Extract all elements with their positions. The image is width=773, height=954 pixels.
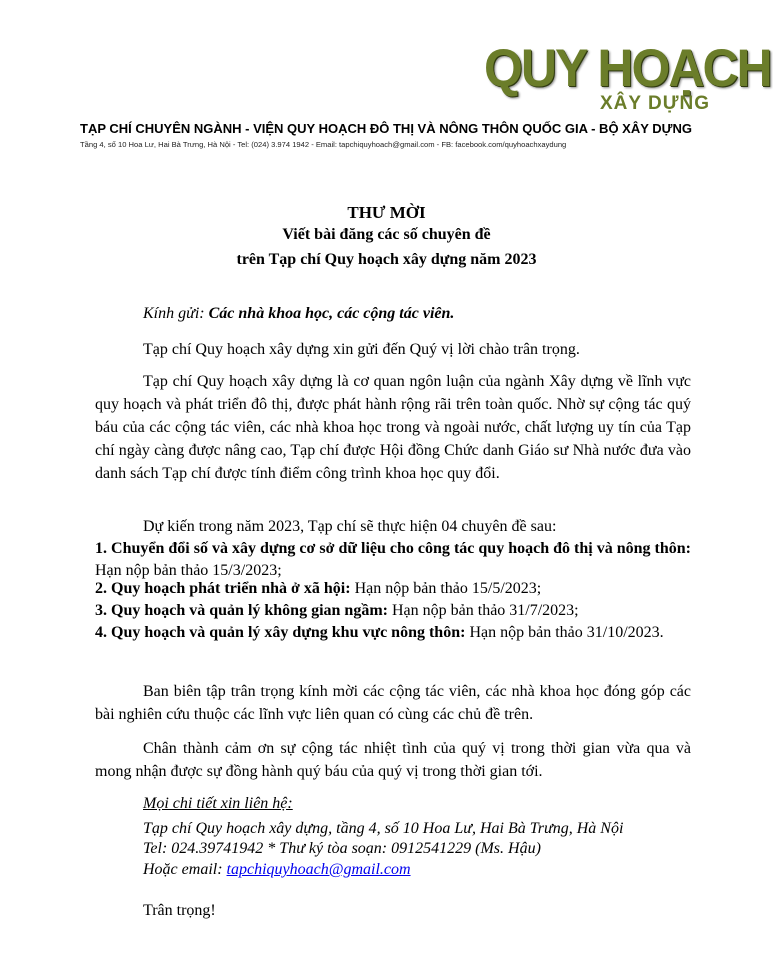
topic-title: 2. Quy hoạch phát triển nhà ở xã hội: — [95, 580, 351, 597]
contact-heading: Mọi chi tiết xin liên hệ: — [143, 795, 293, 812]
topic-deadline: Hạn nộp bản thảo 15/3/2023; — [95, 562, 282, 579]
greeting — [143, 302, 739, 325]
magazine-logo — [484, 38, 771, 120]
topic-item — [95, 622, 691, 644]
greeting-label: Kính gửi: — [143, 305, 209, 322]
topic-item — [95, 538, 691, 582]
topic-deadline: Hạn nộp bản thảo 31/10/2023. — [465, 624, 664, 641]
logo-sub-text: XÂY DỰNG — [600, 93, 710, 114]
topic-deadline: Hạn nộp bản thảo 31/7/2023; — [387, 602, 579, 619]
topic-title: 1. Chuyển đổi số và xây dựng cơ sở dữ liệu cho công tác quy hoạch đô thị và nông thôn: — [95, 540, 691, 557]
letter-subtitle-1: Viết bài đăng các số chuyên đề — [282, 226, 491, 243]
paragraph-about: Tạp chí Quy hoạch xây dựng là cơ quan ngôn luận của ngành Xây dựng về lĩnh vực quy hoạch và phát triển đô thị, được phát hành rộng rãi trên toàn quốc. Nhờ sự cộng tác quý báu của các cộng tác viên, các nhà khoa học trong và ngoài nước, chất lượng uy tín của Tạp chí ngày càng được nâng cao, Tạp chí được Hội đồng Chức danh Giáo sư Nhà nước đưa vào danh sách Tạp chí được tính điểm công trình khoa học quy đổi. — [95, 373, 691, 482]
closing: Trân trọng! — [143, 902, 216, 919]
paragraph-invitation: Ban biên tập trân trọng kính mời các cộng tác viên, các nhà khoa học đóng góp các bài nghiên cứu thuộc các lĩnh vực liên quan có cùng các chủ đề trên. — [95, 683, 691, 723]
topic-title: 4. Quy hoạch và quản lý xây dựng khu vực nông thôn: — [95, 624, 466, 641]
letter-title: THƯ MỜI — [347, 203, 426, 222]
topic-deadline: Hạn nộp bản thảo 15/5/2023; — [350, 580, 542, 597]
logo-main-text: QUY HOẠCH — [484, 38, 771, 98]
email-label: Hoặc email: — [143, 861, 227, 878]
contact-phones: Tel: 024.39741942 * Thư ký tòa soạn: 0912541229 (Ms. Hậu) — [143, 840, 541, 857]
email-link[interactable]: tapchiquyhoach@gmail.com — [226, 861, 411, 878]
topic-title: 3. Quy hoạch và quản lý không gian ngầm: — [95, 602, 388, 619]
topic-item — [95, 600, 691, 622]
contact-address: Tạp chí Quy hoạch xây dựng, tầng 4, số 10 Hoa Lư, Hai Bà Trưng, Hà Nội — [143, 820, 624, 837]
topic-item — [95, 578, 691, 600]
paragraph-plan: Dự kiến trong năm 2023, Tạp chí sẽ thực hiện 04 chuyên đề sau: — [143, 518, 557, 535]
header-contact-line: Tầng 4, số 10 Hoa Lư, Hai Bà Trưng, Hà Nội - Tel: (024) 3.974 1942 - Email: tapchiquyhoach@gmail.com - FB: facebook.com/quyhoachxaydung — [80, 140, 567, 149]
paragraph-greeting: Tạp chí Quy hoạch xây dựng xin gửi đến Quý vị lời chào trân trọng. — [143, 341, 580, 358]
contact-email-line — [143, 861, 411, 879]
greeting-recipients: Các nhà khoa học, các cộng tác viên. — [208, 305, 455, 322]
letter-subtitle-2: trên Tạp chí Quy hoạch xây dựng năm 2023 — [236, 251, 537, 268]
paragraph-thanks: Chân thành cảm ơn sự cộng tác nhiệt tình của quý vị trong thời gian vừa qua và mong nhận được sự đồng hành quý báu của quý vị trong thời gian tới. — [95, 740, 691, 780]
organization-line: TẠP CHÍ CHUYÊN NGÀNH - VIỆN QUY HOẠCH ĐÔ THỊ VÀ NÔNG THÔN QUỐC GIA - BỘ XÂY DỰNG — [80, 121, 692, 136]
